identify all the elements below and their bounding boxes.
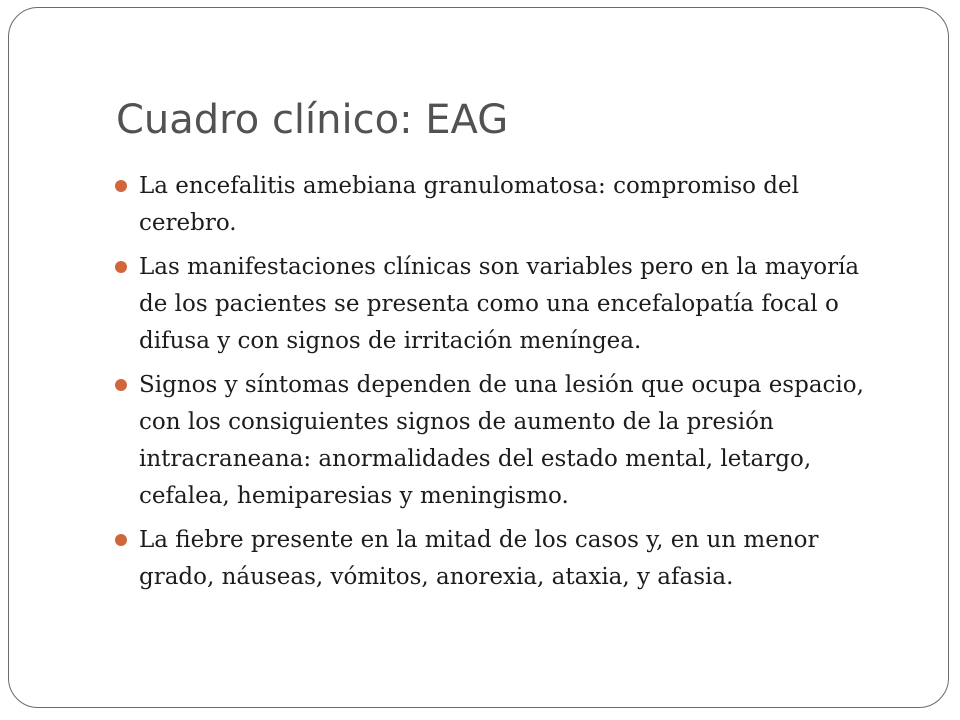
bullet-item (139, 367, 874, 515)
bullet-dot-icon (115, 261, 127, 273)
bullet-item (139, 168, 874, 242)
bullet-text: Signos y síntomas dependen de una lesión que ocupa espacio, con los consiguientes signos de aumento de la presión intracraneana: anormalidades del estado mental, letargo, cefalea, hemiparesias y meningismo. (139, 372, 864, 509)
bullet-dot-icon (115, 379, 127, 391)
bullet-dot-icon (115, 180, 127, 192)
bullet-dot-icon (115, 534, 127, 546)
bullet-text: La encefalitis amebiana granulomatosa: compromiso del cerebro. (139, 173, 799, 236)
slide-title: Cuadro clínico: EAG (116, 97, 509, 143)
bullet-text: La fiebre presente en la mitad de los casos y, en un menor grado, náuseas, vómitos, anorexia, ataxia, y afasia. (139, 527, 819, 590)
bullet-text: Las manifestaciones clínicas son variables pero en la mayoría de los pacientes se presenta como una encefalopatía focal o difusa y con signos de irritación meníngea. (139, 254, 860, 354)
bullet-list (139, 168, 874, 603)
slide-frame (8, 7, 949, 708)
bullet-item (139, 522, 874, 596)
bullet-item (139, 249, 874, 360)
